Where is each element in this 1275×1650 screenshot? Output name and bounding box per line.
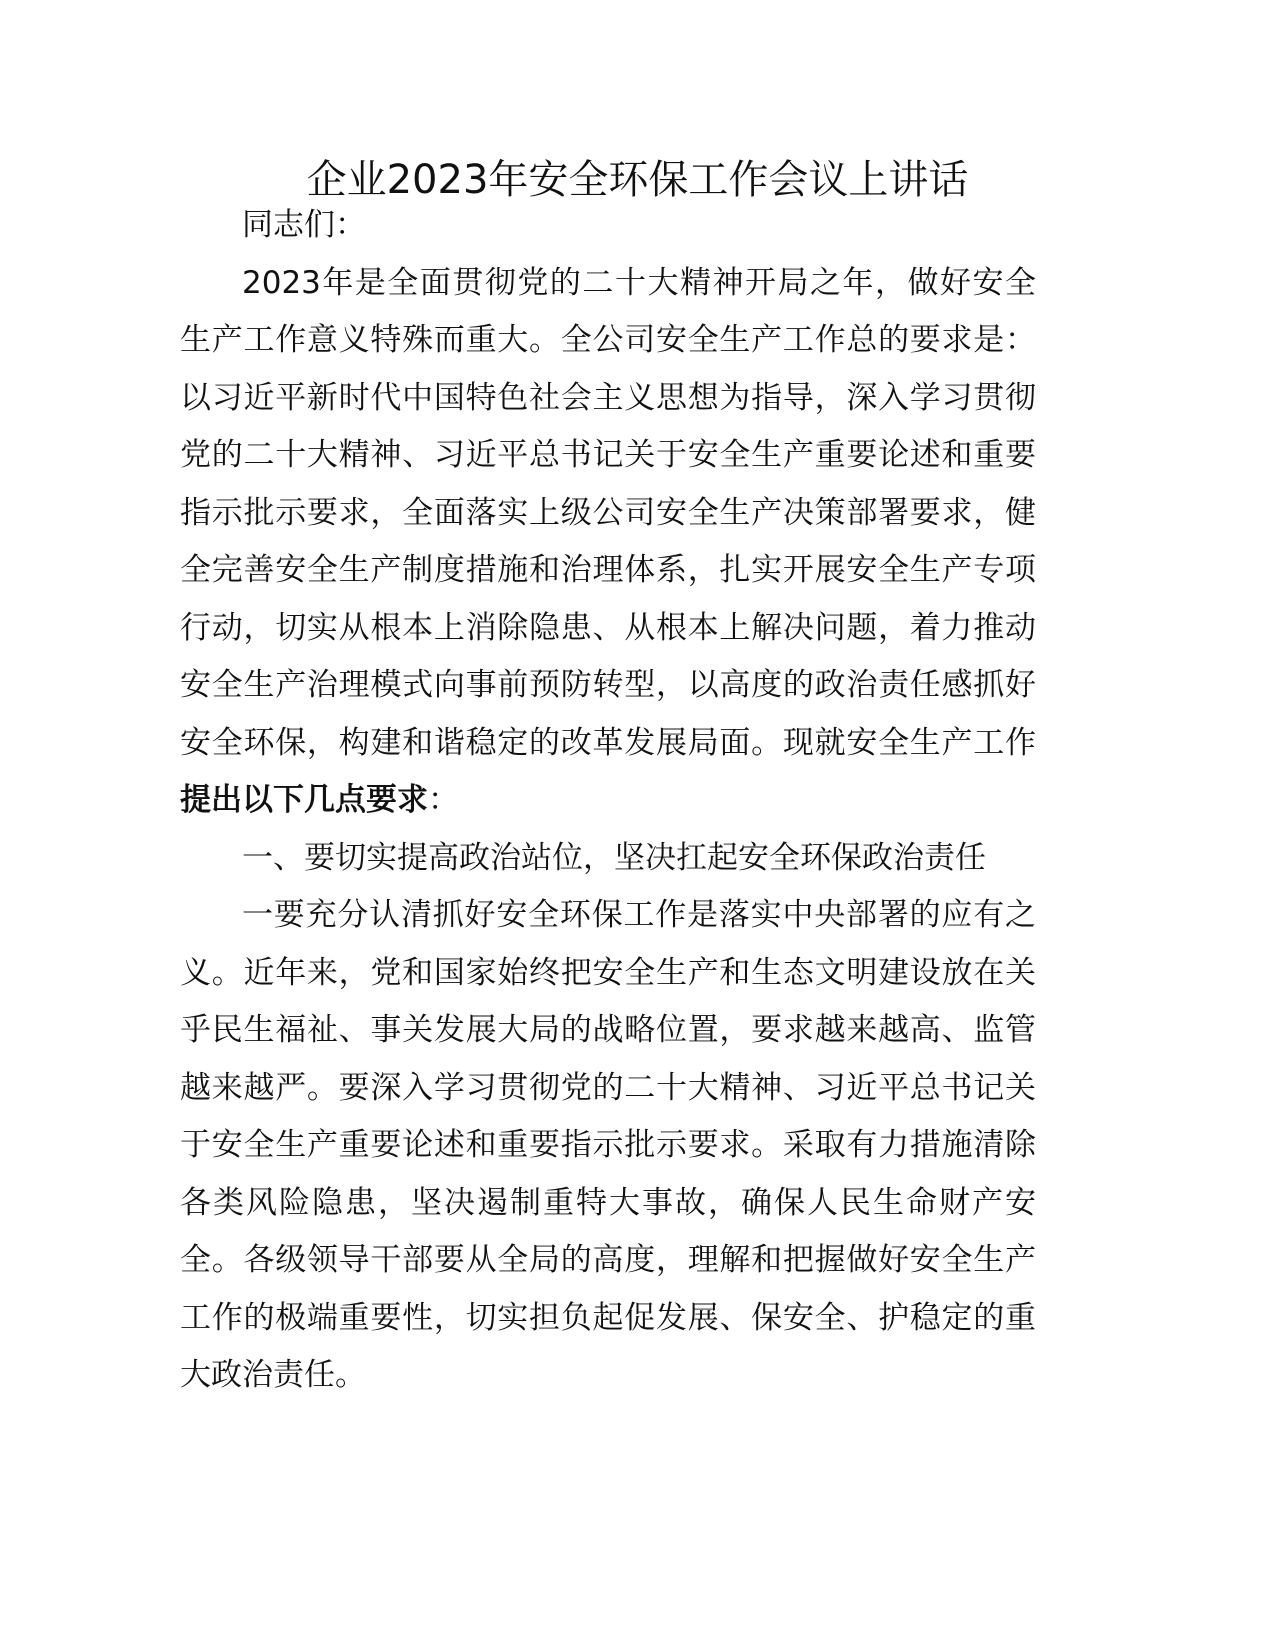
paragraph-line: 于安全生产重要论述和重要指示批示要求。采取有力措施清除 xyxy=(180,1127,1036,1163)
bold-phrase: 提出以下几点要求 xyxy=(180,782,428,818)
paragraph-line: 工作的极端重要性，切实担负起促发展、保安全、护稳定的重 xyxy=(180,1299,1036,1336)
paragraph-line: 全。各级领导干部要从全局的高度，理解和把握做好安全生产 xyxy=(180,1242,1036,1278)
paragraph-line: 党的二十大精神、习近平总书记关于安全生产重要论述和重要 xyxy=(180,437,1036,473)
paragraph-line: 安全生产治理模式向事前预防转型，以高度的政治责任感抓好 xyxy=(180,667,1036,703)
paragraph-line: 安全环保，构建和谐稳定的改革发展局面。现就安全生产工作 xyxy=(180,724,1036,761)
paragraph-line: 生产工作意义特殊而重大。全公司安全生产工作总的要求是： xyxy=(180,322,1036,358)
salutation: 同志们： xyxy=(242,207,366,243)
paragraph-line: 全完善安全生产制度措施和治理体系，扎实开展安全生产专项 xyxy=(180,552,1036,588)
paragraph-line: 一要充分认清抓好安全环保工作是落实中央部署的应有之 xyxy=(242,897,1036,933)
colon: ： xyxy=(428,782,459,818)
section-heading: 一、要切实提高政治站位，坚决扛起安全环保政治责任 xyxy=(242,839,986,876)
paragraph-line: 各类风险隐患，坚决遏制重特大事故，确保人民生命财产安 xyxy=(180,1184,1036,1221)
paragraph-line: 乎民生福祉、事关发展大局的战略位置，要求越来越高、监管 xyxy=(180,1012,1036,1048)
paragraph-line: 以习近平新时代中国特色社会主义思想为指导，深入学习贯彻 xyxy=(180,379,1036,416)
paragraph-last-line xyxy=(180,772,1036,830)
document-body xyxy=(180,197,1036,1405)
paragraph-line: 行动，切实从根本上消除隐患、从根本上解决问题，着力推动 xyxy=(180,609,1036,646)
paragraph-line: 2023年是全面贯彻党的二十大精神开局之年，做好安全 xyxy=(242,264,1036,301)
paragraph-line: 越来越严。要深入学习贯彻党的二十大精神、习近平总书记关 xyxy=(180,1069,1036,1106)
document-title: 企业2023年安全环保工作会议上讲话 xyxy=(306,157,969,203)
paragraph-line: 义。近年来，党和国家始终把安全生产和生态文明建设放在关 xyxy=(180,954,1036,991)
paragraph-last-line: 大政治责任。 xyxy=(180,1357,366,1393)
paragraph-line: 指示批示要求，全面落实上级公司安全生产决策部署要求，健 xyxy=(180,494,1036,531)
